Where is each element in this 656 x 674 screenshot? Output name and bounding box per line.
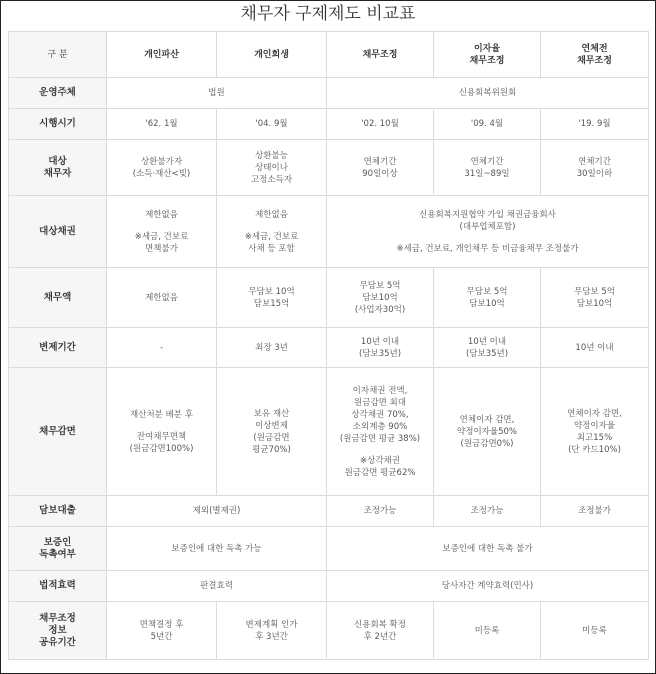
- cell-start: '09. 4월: [434, 109, 541, 140]
- row-reduction: [9, 368, 649, 496]
- row-label-amount: 채무액: [9, 268, 107, 328]
- col-header-pre-delinquency-adjustment: 연체전 채무조정: [541, 32, 649, 78]
- cell-amount: 무담보 10억 담보15억: [217, 268, 327, 328]
- cell-debtor: 연체기간 30일이하: [541, 140, 649, 196]
- row-label-sharing: 채무조정 정보 공유기간: [9, 602, 107, 660]
- cell-period: 10년 이내 (담보35년): [327, 328, 434, 368]
- page-title: 채무자 구제제도 비교표: [240, 4, 416, 24]
- cell-start: '02. 10월: [327, 109, 434, 140]
- cell-period: 10년 이내: [541, 328, 649, 368]
- row-start: [9, 109, 649, 140]
- cell-operator-court: 법원: [107, 78, 327, 109]
- cell-secured: 조정가능: [434, 496, 541, 527]
- row-amount: [9, 268, 649, 328]
- row-label-start: 시행시기: [9, 109, 107, 140]
- row-label-debtor: 대상 채무자: [9, 140, 107, 196]
- cell-debtor: 상환불능 상태이나 고정소득자: [217, 140, 327, 196]
- row-debtor: [9, 140, 649, 196]
- cell-amount: 무담보 5억 담보10억 (사업자30억): [327, 268, 434, 328]
- cell-reduction: 이자채권 전액, 원금감면 최대 상각채권 70%, 소외계층 90% (원금감면 평균 38%) ※상각채권 원금감면 평균62%: [327, 368, 434, 496]
- row-sharing: [9, 602, 649, 660]
- cell-sharing: 미등록: [434, 602, 541, 660]
- cell-debtor: 상환불가자 (소득·재산<빚): [107, 140, 217, 196]
- row-guarantor: [9, 527, 649, 571]
- cell-legal-court: 판결효력: [107, 571, 327, 602]
- cell-amount: 제한없음: [107, 268, 217, 328]
- cell-period: 최장 3년: [217, 328, 327, 368]
- row-legal: [9, 571, 649, 602]
- row-label-legal: 법적효력: [9, 571, 107, 602]
- cell-legal-ccrs: 당사자간 계약효력(민사): [327, 571, 649, 602]
- row-period: [9, 328, 649, 368]
- cell-start: '19. 9월: [541, 109, 649, 140]
- cell-claims-rehabilitation: 제한없음 ※세금, 건보료 사채 등 포함: [217, 196, 327, 268]
- cell-reduction: 재산처분 배분 후 잔여채무면책 (원금감면100%): [107, 368, 217, 496]
- cell-claims-ccrs: [327, 196, 649, 268]
- claims-ccrs-scope: 신용회복지원협약 가입 채권금융회사 (대부업체포함): [419, 209, 556, 232]
- col-header-interest-adjustment: 이자율 채무조정: [434, 32, 541, 78]
- row-label-period: 변제기간: [9, 328, 107, 368]
- cell-sharing: 면책결정 후 5년간: [107, 602, 217, 660]
- comparison-table: [8, 31, 649, 660]
- cell-amount: 무담보 5억 담보10억: [434, 268, 541, 328]
- cell-sharing: 미등록: [541, 602, 649, 660]
- header-corner: 구 분: [9, 32, 107, 78]
- header-row: [9, 32, 649, 78]
- cell-debtor: 연체기간 90일이상: [327, 140, 434, 196]
- row-label-reduction: 채무감면: [9, 368, 107, 496]
- cell-claims-bankruptcy: 제한없음 ※세금, 건보료 면책불가: [107, 196, 217, 268]
- row-secured: [9, 496, 649, 527]
- cell-start: '04. 9월: [217, 109, 327, 140]
- cell-reduction: 연체이자 감면, 약정이자율 최고15% (단 카드10%): [541, 368, 649, 496]
- cell-reduction: 연체이자 감면, 약정이자율50% (원금감면0%): [434, 368, 541, 496]
- col-header-rehabilitation: 개인회생: [217, 32, 327, 78]
- cell-start: '62. 1월: [107, 109, 217, 140]
- cell-amount: 무담보 5억 담보10억: [541, 268, 649, 328]
- col-header-bankruptcy: 개인파산: [107, 32, 217, 78]
- cell-period: -: [107, 328, 217, 368]
- cell-period: 10년 이내 (담보35년): [434, 328, 541, 368]
- cell-sharing: 변제계획 인가 후 3년간: [217, 602, 327, 660]
- cell-operator-ccrs: 신용회복위원회: [327, 78, 649, 109]
- row-label-operator: 운영주체: [9, 78, 107, 109]
- cell-secured: 조정가능: [327, 496, 434, 527]
- cell-guarantor-court: 보증인에 대한 독촉 가능: [107, 527, 327, 571]
- row-label-claims: 대상채권: [9, 196, 107, 268]
- claims-ccrs-note: ※세금, 건보료, 개인채무 등 비금융채무 조정불가: [396, 243, 579, 254]
- cell-guarantor-ccrs: 보증인에 대한 독촉 불가: [327, 527, 649, 571]
- col-header-debt-adjustment: 채무조정: [327, 32, 434, 78]
- cell-secured-court: 제외(별제권): [107, 496, 327, 527]
- cell-debtor: 연체기간 31일~89일: [434, 140, 541, 196]
- row-operator: [9, 78, 649, 109]
- cell-sharing: 신용회복 확정 후 2년간: [327, 602, 434, 660]
- row-label-secured: 담보대출: [9, 496, 107, 527]
- row-label-guarantor: 보증인 독촉여부: [9, 527, 107, 571]
- cell-reduction: 보유 재산 이상변제 (원금감면 평균70%): [217, 368, 327, 496]
- cell-secured: 조정불가: [541, 496, 649, 527]
- row-claims: [9, 196, 649, 268]
